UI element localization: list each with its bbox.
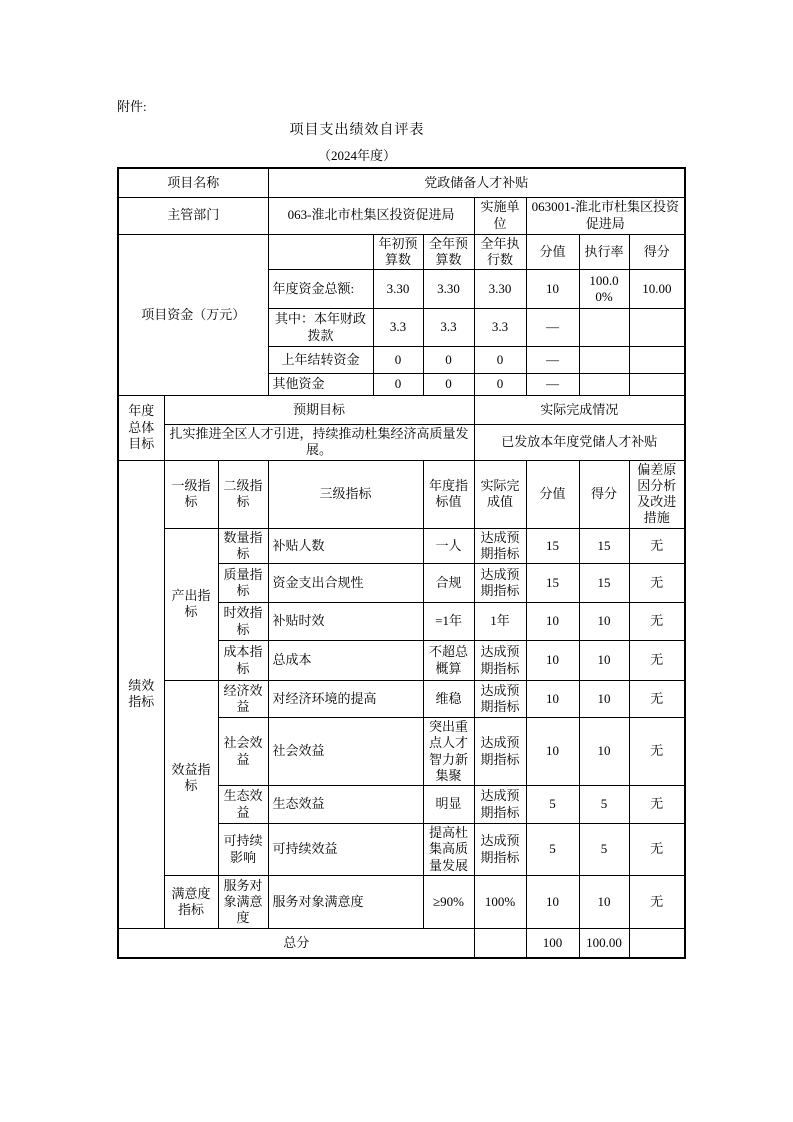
deviation-cell: 无 [629, 681, 685, 718]
deviation-cell: 无 [629, 876, 685, 929]
funding-header-initial: 年初预算数 [373, 234, 423, 270]
project-name-label: 项目名称 [118, 168, 268, 197]
l2-cell: 可持续影响 [218, 824, 268, 876]
score-cell: 5 [579, 786, 629, 824]
page-title: 项目支出绩效自评表 [289, 123, 425, 138]
funding-cell: 0 [423, 347, 474, 374]
score-cell: 10 [579, 603, 629, 641]
l3-cell: 可持续效益 [268, 824, 423, 876]
actual-cell: 1年 [474, 603, 526, 641]
funding-cell: 0 [373, 347, 423, 374]
dept-label: 主管部门 [118, 197, 268, 234]
l2-cell: 生态效益 [218, 786, 268, 824]
funding-cell: — [526, 374, 579, 396]
funding-cell: 3.30 [423, 270, 474, 309]
funding-cell: 3.30 [373, 270, 423, 309]
funding-cell [579, 374, 629, 396]
l2-cell: 时效指标 [218, 603, 268, 641]
impl-unit-label: 实施单位 [474, 197, 526, 234]
score-cell: 10 [579, 681, 629, 718]
l3-cell: 服务对象满意度 [268, 876, 423, 929]
funding-row-label: 其中：本年财政拨款 [268, 309, 373, 347]
target-cell: ≥90% [423, 876, 474, 929]
score-cell: 10 [579, 876, 629, 929]
points-cell: 15 [526, 528, 579, 564]
funding-row-label: 年度资金总额: [268, 270, 373, 309]
funding-cell: 100.00% [579, 270, 629, 309]
points-cell: 5 [526, 824, 579, 876]
funding-cell [579, 309, 629, 347]
l2-cell: 成本指标 [218, 641, 268, 681]
total-blank [474, 929, 526, 958]
actual-cell: 达成预期指标 [474, 564, 526, 603]
total-deviation-blank [629, 929, 685, 958]
target-cell: 不超总概算 [423, 641, 474, 681]
funding-header-score: 得分 [629, 234, 685, 270]
self-evaluation-table [117, 167, 686, 959]
funding-cell: 0 [474, 374, 526, 396]
indicators-section-label: 绩效指标 [118, 460, 164, 929]
funding-cell [629, 374, 685, 396]
target-cell: 提高杜集高质量发展 [423, 824, 474, 876]
funding-blank-header [268, 234, 373, 270]
goal-expected-text: 扎实推进全区人才引进，持续推动杜集经济高质量发展。 [164, 425, 474, 461]
funding-section-label: 项目资金（万元） [118, 234, 268, 396]
goal-expected-header: 预期目标 [164, 396, 474, 425]
funding-cell: 3.3 [474, 309, 526, 347]
total-points: 100 [526, 929, 579, 958]
indicators-header-l3: 三级指标 [268, 460, 423, 528]
score-cell: 5 [579, 824, 629, 876]
deviation-cell: 无 [629, 718, 685, 786]
l3-cell: 对经济环境的提高 [268, 681, 423, 718]
funding-cell: — [526, 347, 579, 374]
total-score: 100.00 [579, 929, 629, 958]
funding-header-exec-rate: 执行率 [579, 234, 629, 270]
l1-output-indicators: 产出指标 [164, 528, 218, 681]
actual-cell: 达成预期指标 [474, 641, 526, 681]
indicators-header-l2: 二级指标 [218, 460, 268, 528]
deviation-cell: 无 [629, 824, 685, 876]
score-cell: 10 [579, 641, 629, 681]
target-cell: 突出重点人才智力新集聚 [423, 718, 474, 786]
total-label: 总分 [118, 929, 474, 958]
l2-cell: 社会效益 [218, 718, 268, 786]
funding-header-annual: 全年预算数 [423, 234, 474, 270]
points-cell: 10 [526, 641, 579, 681]
funding-cell: 0 [373, 374, 423, 396]
actual-cell: 达成预期指标 [474, 786, 526, 824]
target-cell: 一人 [423, 528, 474, 564]
funding-cell: 0 [474, 347, 526, 374]
actual-cell: 达成预期指标 [474, 681, 526, 718]
indicators-header-deviation: 偏差原因分析及改进措施 [629, 460, 685, 528]
deviation-cell: 无 [629, 786, 685, 824]
indicators-header-actual: 实际完成值 [474, 460, 526, 528]
funding-cell: 3.3 [423, 309, 474, 347]
dept-value: 063-淮北市杜集区投资促进局 [268, 197, 474, 234]
l2-cell: 经济效益 [218, 681, 268, 718]
funding-header-points: 分值 [526, 234, 579, 270]
score-cell: 15 [579, 564, 629, 603]
funding-cell: 0 [423, 374, 474, 396]
funding-cell: 10.00 [629, 270, 685, 309]
funding-cell: 3.30 [474, 270, 526, 309]
goal-actual-header: 实际完成情况 [474, 396, 685, 425]
l3-cell: 补贴人数 [268, 528, 423, 564]
indicators-header-points: 分值 [526, 460, 579, 528]
deviation-cell: 无 [629, 641, 685, 681]
impl-unit-value: 063001-淮北市杜集区投资促进局 [526, 197, 685, 234]
goal-actual-text: 已发放本年度党储人才补贴 [474, 425, 685, 461]
target-cell: 明显 [423, 786, 474, 824]
score-cell: 15 [579, 528, 629, 564]
indicators-header-l1: 一级指标 [164, 460, 218, 528]
actual-cell: 100% [474, 876, 526, 929]
l3-cell: 资金支出合规性 [268, 564, 423, 603]
funding-cell [629, 309, 685, 347]
l2-cell: 服务对象满意度 [218, 876, 268, 929]
indicators-header-score: 得分 [579, 460, 629, 528]
actual-cell: 达成预期指标 [474, 824, 526, 876]
l3-cell: 总成本 [268, 641, 423, 681]
actual-cell: 达成预期指标 [474, 528, 526, 564]
points-cell: 10 [526, 681, 579, 718]
l3-cell: 社会效益 [268, 718, 423, 786]
indicators-header-target: 年度指标值 [423, 460, 474, 528]
deviation-cell: 无 [629, 603, 685, 641]
points-cell: 10 [526, 718, 579, 786]
score-cell: 10 [579, 718, 629, 786]
funding-row-label: 上年结转资金 [268, 347, 373, 374]
target-cell: 合规 [423, 564, 474, 603]
points-cell: 5 [526, 786, 579, 824]
project-name-value: 党政储备人才补贴 [268, 168, 685, 197]
l3-cell: 补贴时效 [268, 603, 423, 641]
l2-cell: 数量指标 [218, 528, 268, 564]
funding-cell: 10 [526, 270, 579, 309]
points-cell: 10 [526, 603, 579, 641]
l1-benefit-indicators: 效益指标 [164, 681, 218, 876]
funding-row-label: 其他资金 [268, 374, 373, 396]
points-cell: 15 [526, 564, 579, 603]
deviation-cell: 无 [629, 564, 685, 603]
funding-cell: 3.3 [373, 309, 423, 347]
page-subtitle: （2024年度） [317, 148, 396, 163]
deviation-cell: 无 [629, 528, 685, 564]
actual-cell: 达成预期指标 [474, 718, 526, 786]
funding-cell [629, 347, 685, 374]
funding-header-executed: 全年执行数 [474, 234, 526, 270]
l1-satisfaction-indicators: 满意度指标 [164, 876, 218, 929]
funding-cell [579, 347, 629, 374]
funding-cell: — [526, 309, 579, 347]
target-cell: 维稳 [423, 681, 474, 718]
target-cell: =1年 [423, 603, 474, 641]
goal-section-label: 年度总体目标 [118, 396, 164, 461]
points-cell: 10 [526, 876, 579, 929]
l3-cell: 生态效益 [268, 786, 423, 824]
l2-cell: 质量指标 [218, 564, 268, 603]
attachment-label: 附件: [117, 99, 147, 114]
